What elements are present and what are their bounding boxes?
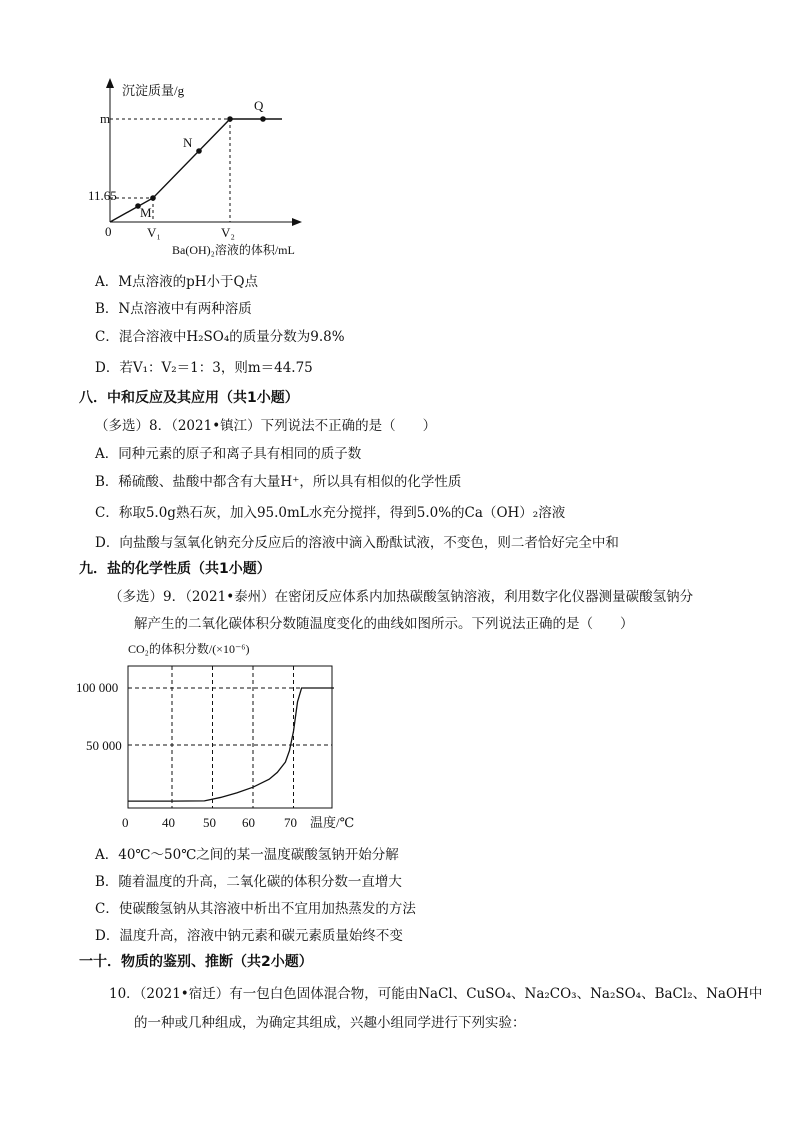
co2-tick-40: 40	[162, 815, 175, 830]
label-m: M	[140, 205, 152, 220]
co2-tick-100000: 100 000	[76, 680, 119, 695]
point-n-dot	[196, 148, 202, 154]
origin-label: 0	[105, 224, 112, 239]
label-n: N	[183, 135, 193, 150]
precipitate-mass-chart	[88, 72, 340, 262]
co2-plot-frame	[128, 666, 332, 808]
q8-option-b: B．稀硫酸、盐酸中都含有大量H⁺，所以具有相似的化学性质	[95, 474, 462, 490]
co2-tick-70: 70	[284, 815, 297, 830]
point-q-dot	[260, 116, 266, 122]
q9-option-d: D．温度升高，溶液中钠元素和碳元素质量始终不变	[95, 928, 403, 944]
q9-option-b: B．随着温度的升高，二氧化碳的体积分数一直增大	[95, 874, 402, 890]
q7-option-b: B．N点溶液中有两种溶质	[95, 301, 252, 317]
q8-stem: （多选）8．（2021•镇江）下列说法不正确的是（ ）	[95, 418, 437, 434]
co2-y-label: CO₂的体积分数/(×10⁻⁶)	[128, 642, 250, 656]
q7-option-d: D．若V₁：V₂＝1：3，则m＝44.75	[95, 360, 313, 376]
section-9-title: 九．盐的化学性质（共1小题）	[79, 561, 271, 577]
q9-stem-line2: 解产生的二氧化碳体积分数随温度变化的曲线如图所示。下列说法正确的是（ ）	[134, 616, 634, 632]
y-axis-label: 沉淀质量/g	[122, 83, 185, 98]
q7-option-a: A．M点溶液的pH小于Q点	[95, 274, 259, 290]
q8-option-d: D．向盐酸与氢氧化钠充分反应后的溶液中滴入酚酞试液，不变色，则二者恰好完全中和	[95, 535, 619, 551]
q9-option-c: C．使碳酸氢钠从其溶液中析出不宜用加热蒸发的方法	[95, 901, 416, 917]
label-q: Q	[254, 98, 264, 113]
point-v2-dot	[227, 116, 233, 122]
tick-v1: V₁	[147, 225, 161, 240]
section-10-title: 一十．物质的鉴别、推断（共2小题）	[79, 954, 313, 970]
q7-option-c: C．混合溶液中H₂SO₄的质量分数为9.8%	[95, 329, 345, 345]
tick-m: m	[100, 111, 111, 126]
q8-option-c: C．称取5.0g熟石灰，加入95.0mL水充分搅拌，得到5.0%的Ca（OH）₂溶液	[95, 505, 566, 521]
q10-line2: 的一种或几种组成，为确定其组成，兴趣小组同学进行下列实验：	[134, 1015, 526, 1031]
point-v1-dot	[150, 195, 156, 201]
tick-v2: V₂	[221, 225, 235, 240]
tick-1165: 11.65	[88, 188, 117, 203]
q8-option-a: A．同种元素的原子和离子具有相同的质子数	[95, 446, 362, 462]
co2-x-label: 温度/℃	[310, 815, 355, 830]
section-8-title: 八．中和反应及其应用（共1小题）	[79, 390, 299, 406]
q10-line1: 10．（2021•宿迁）有一包白色固体混合物，可能由NaCl、CuSO₄、Na₂CO₃、Na₂SO₄、BaCl₂、NaOH中	[109, 986, 763, 1002]
q9-stem-line1: （多选）9．（2021•泰州）在密闭反应体系内加热碳酸氢钠溶液，利用数字化仪器测量碳酸氢钠分	[109, 589, 694, 605]
x-axis-label: Ba(OH)₂溶液的体积/mL	[172, 243, 295, 257]
co2-tick-50: 50	[203, 815, 216, 830]
co2-tick-60: 60	[242, 815, 255, 830]
co2-tick-50000: 50 000	[86, 738, 122, 753]
x-axis-arrow	[292, 218, 302, 226]
co2-tick-0: 0	[122, 815, 129, 830]
q9-option-a: A．40℃～50℃之间的某一温度碳酸氢钠开始分解	[95, 847, 399, 863]
y-axis-arrow	[106, 78, 114, 88]
co2-fraction-chart	[74, 638, 374, 836]
